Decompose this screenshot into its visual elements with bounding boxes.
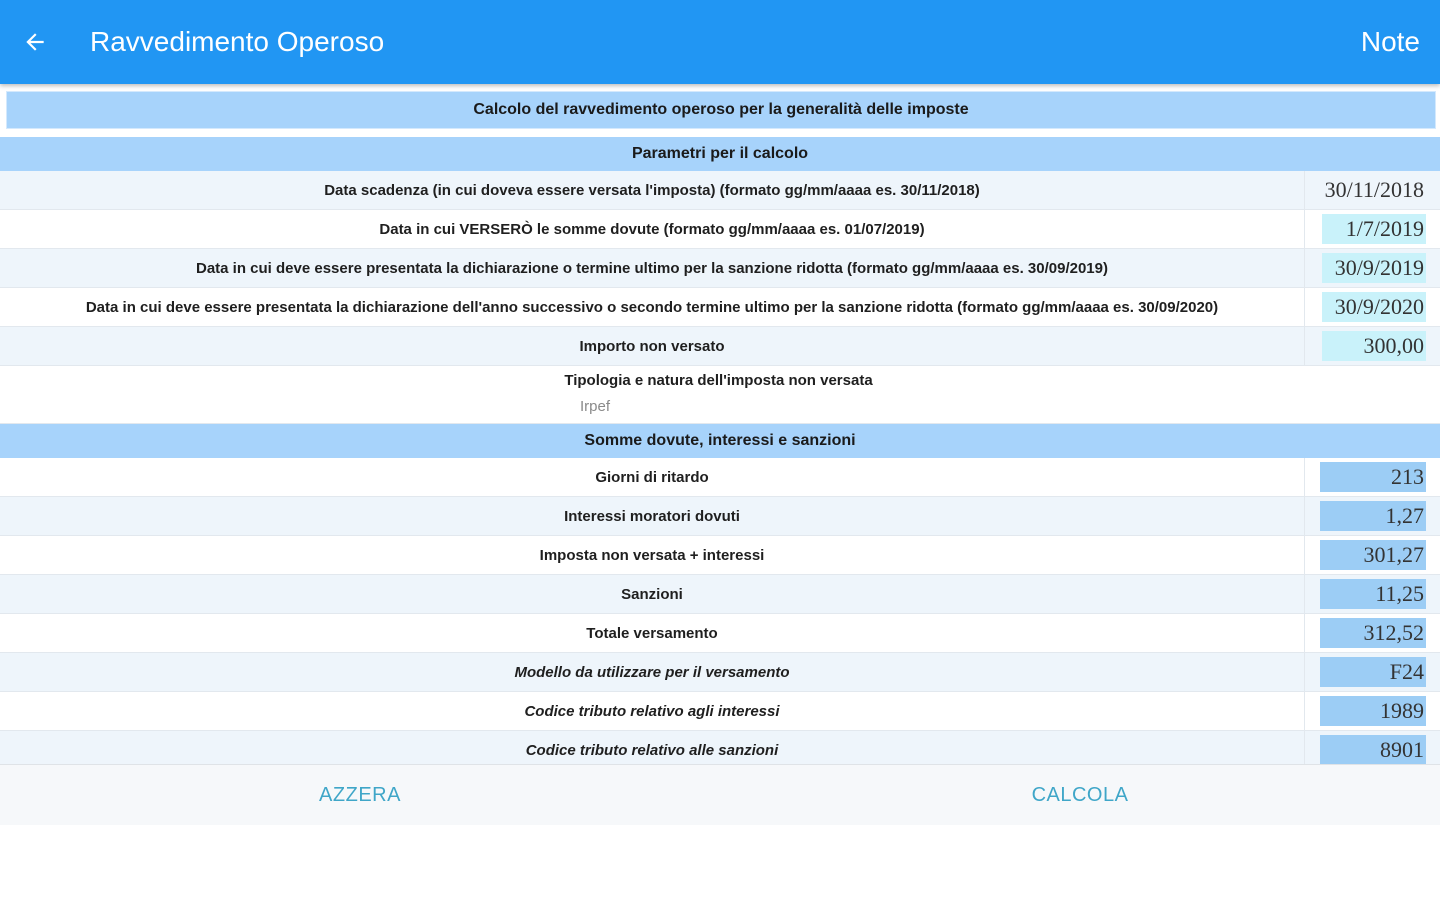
- days-late-value: 213: [1320, 462, 1426, 492]
- param-row-declaration-date: [0, 249, 1440, 288]
- result-label: Codice tributo relativo agli interessi: [524, 702, 780, 720]
- footer-bar: [0, 764, 1440, 825]
- result-label: Totale versamento: [586, 624, 718, 642]
- result-label: Modello da utilizzare per il versamento: [514, 663, 790, 681]
- result-row-days-late: [0, 458, 1440, 497]
- penalty-code-value: 8901: [1320, 735, 1426, 765]
- next-declaration-date-input[interactable]: 30/9/2020: [1322, 292, 1426, 322]
- param-row-amount: [0, 327, 1440, 366]
- result-label: Giorni di ritardo: [595, 468, 709, 486]
- tax-type-row: [0, 366, 1440, 424]
- param-label: Data in cui VERSERÒ le somme dovute (formato gg/mm/aaaa es. 01/07/2019): [379, 220, 925, 238]
- result-row-interest-code: [0, 692, 1440, 731]
- result-label: Imposta non versata + interessi: [539, 546, 765, 564]
- param-row-due-date: [0, 171, 1440, 210]
- due-date-input[interactable]: 30/11/2018: [1324, 177, 1424, 202]
- param-label: Importo non versato: [579, 337, 725, 355]
- app-bar: [0, 0, 1440, 84]
- result-row-penalties: [0, 575, 1440, 614]
- results-section-header: Somme dovute, interessi e sanzioni: [0, 424, 1440, 458]
- result-label: Sanzioni: [621, 585, 683, 603]
- param-row-next-declaration-date: [0, 288, 1440, 327]
- note-button[interactable]: Note: [1360, 26, 1420, 57]
- result-row-interest: [0, 497, 1440, 536]
- form-model-value: F24: [1320, 657, 1426, 687]
- back-button[interactable]: [0, 0, 70, 84]
- interest-value: 1,27: [1320, 501, 1426, 531]
- form-content: [0, 88, 1440, 770]
- result-row-tax-plus-interest: [0, 536, 1440, 575]
- param-row-payment-date: [0, 210, 1440, 249]
- interest-code-value: 1989: [1320, 696, 1426, 726]
- tax-type-label: Tipologia e natura dell'imposta non versata: [564, 372, 873, 389]
- param-label: Data in cui deve essere presentata la dichiarazione dell'anno successivo o secondo termine ultimo per la sanzione ridotta (formato gg/mm/aaaa es. 30/09/2020): [85, 298, 1219, 316]
- result-label: Interessi moratori dovuti: [564, 507, 740, 525]
- penalties-value: 11,25: [1320, 579, 1426, 609]
- result-label: Codice tributo relativo alle sanzioni: [525, 741, 779, 759]
- tax-type-select[interactable]: Irpef: [580, 398, 611, 415]
- result-row-form-model: [0, 653, 1440, 692]
- calculate-button[interactable]: CALCOLA: [1031, 783, 1129, 806]
- amount-input[interactable]: 300,00: [1322, 331, 1426, 361]
- tax-plus-interest-value: 301,27: [1320, 540, 1426, 570]
- total-value: 312,52: [1320, 618, 1426, 648]
- form-title: Calcolo del ravvedimento operoso per la generalità delle imposte: [6, 91, 1436, 129]
- page-title: Ravvedimento Operoso: [90, 26, 385, 57]
- arrow-left-icon: [22, 29, 48, 55]
- reset-button[interactable]: AZZERA: [319, 783, 401, 806]
- params-section-header: Parametri per il calcolo: [0, 137, 1440, 171]
- param-label: Data scadenza (in cui doveva essere versata l'imposta) (formato gg/mm/aaaa es. 30/11/2018): [324, 181, 980, 199]
- param-label: Data in cui deve essere presentata la dichiarazione o termine ultimo per la sanzione ridotta (formato gg/mm/aaaa es. 30/09/2019): [196, 259, 1108, 277]
- payment-date-input[interactable]: 1/7/2019: [1322, 214, 1426, 244]
- result-row-total: [0, 614, 1440, 653]
- declaration-date-input[interactable]: 30/9/2019: [1322, 253, 1426, 283]
